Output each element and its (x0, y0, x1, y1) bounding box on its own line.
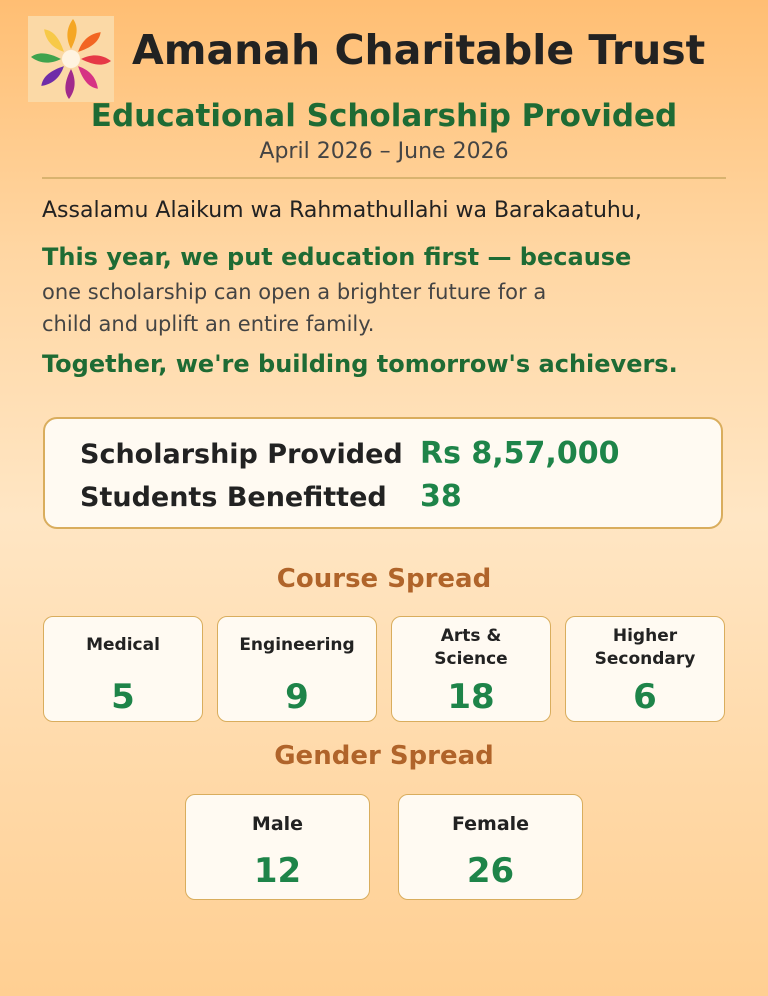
scholarship-value: Rs 8,57,000 (420, 436, 620, 471)
gender-value: 26 (466, 851, 515, 891)
students-label: Students Benefitted (80, 482, 387, 513)
summary-box (43, 417, 723, 529)
course-value: 18 (447, 677, 495, 717)
gender-card-male (185, 794, 370, 900)
students-value: 38 (420, 479, 462, 514)
gender-spread-heading: Gender Spread (274, 741, 494, 771)
course-spread-heading: Course Spread (276, 564, 492, 594)
gender-card-female (398, 794, 583, 900)
hands-flower-logo (28, 16, 114, 102)
course-label: Engineering (239, 635, 355, 655)
headline-period: April 2026 – June 2026 (259, 139, 509, 164)
lead-text: This year, we put education first — because (42, 243, 632, 271)
gender-label: Female (451, 813, 530, 835)
course-card-arts-science (391, 616, 551, 722)
greeting-text: Assalamu Alaikum wa Rahmathullahi wa Barakaatuhu, (42, 198, 642, 223)
course-card-medical (43, 616, 203, 722)
course-value: 9 (285, 677, 309, 717)
course-label-line2: Science (434, 649, 508, 669)
divider (42, 177, 726, 179)
course-value: 6 (633, 677, 657, 717)
body-text-line2: child and uplift an entire family. (42, 312, 375, 336)
gender-value: 12 (253, 851, 302, 891)
course-card-higher-secondary (565, 616, 725, 722)
closing-text: Together, we're building tomorrow's achievers. (42, 350, 678, 378)
course-label-line1: Higher (612, 626, 678, 646)
course-label-line1: Arts & (440, 626, 502, 646)
gender-label: Male (251, 813, 304, 835)
course-label: Medical (86, 635, 160, 655)
course-card-engineering (217, 616, 377, 722)
headline-title: Educational Scholarship Provided (90, 98, 678, 134)
org-title: Amanah Charitable Trust (132, 26, 706, 74)
course-label-line2: Secondary (594, 649, 696, 669)
body-text-line1: one scholarship can open a brighter future for a (42, 280, 547, 304)
course-value: 5 (111, 677, 135, 717)
scholarship-label: Scholarship Provided (80, 439, 403, 470)
